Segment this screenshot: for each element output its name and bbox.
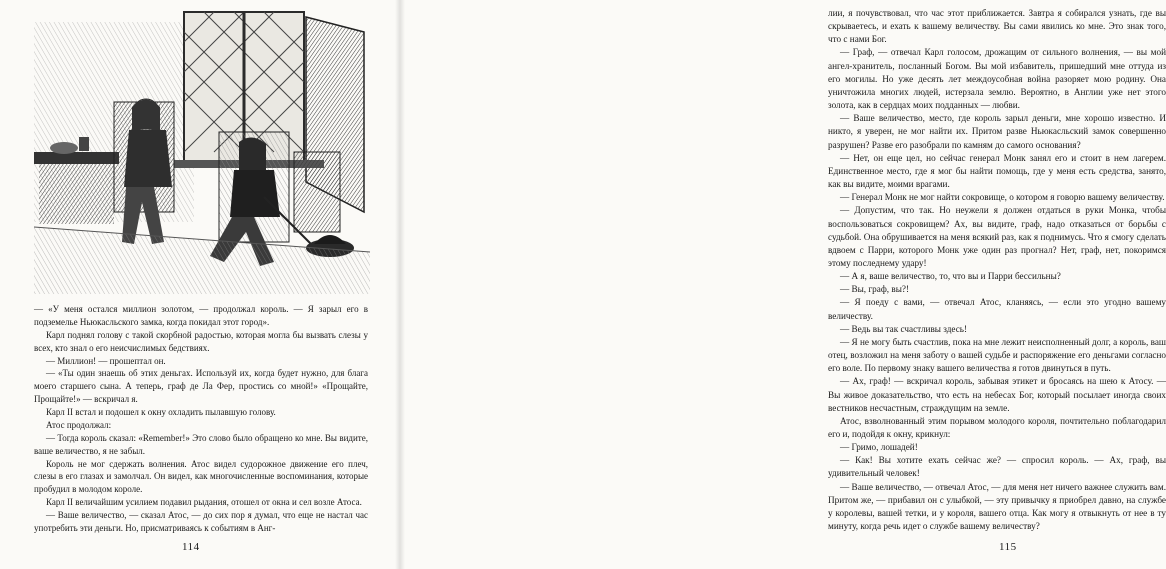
left-page [0, 0, 400, 569]
paragraph: — Миллион! — прошептал он. [46, 355, 166, 366]
paragraph: — Как! Вы хотите ехать сейчас же? — спросил король. — Ах, граф, вы удивительный человек! [828, 455, 1166, 479]
paragraph: — Граф, — отвечал Карл голосом, дрожащим от сильного волнения, — вы мой ангел-хранитель, посланный Богом. Вы мой избавитель, пришедший мне оттуда из его могилы. Но уже десять лет междоусобная война разоряет мою родину. Она уничтожила многих людей, истерзала землю. Вероятно, в Англии уже нет этого золота, как в сердцах моих подданных — любви. [828, 47, 1166, 111]
paragraph: — «У меня остался миллион золотом, — продолжал король. — Я зарыл его в подземелье Ньюкасльского замка, когда покидал этот город». [34, 304, 368, 327]
page-number-right: 115 [999, 541, 1017, 553]
paragraph: — Ах, граф! — вскричал король, забывая этикет и бросаясь на шею к Атосу. — Вы живое доказательство, что есть на небесах Бог, который посылает иногда своих вестников несчастным, страждущим на земле. [828, 376, 1166, 413]
right-page [400, 0, 1166, 569]
paragraph: Атос, взволнованный этим порывом молодого короля, почтительно поблагодарил его и, подойдя к окну, крикнул: [828, 415, 1166, 439]
paragraph-continued: лии, я почувствовал, что час этот приближается. Завтра я собирался узнать, где вы скрываетесь, и ехать к вашему величеству. Вы сами явились ко мне. Это знак того, что с нами Бог. [828, 8, 1166, 45]
paragraph: — Допустим, что так. Но неужели я должен отдаться в руки Монка, чтобы воспользоваться сокровищем? Ах, вы видите, граф, надо отказаться от борьбы с судьбой. Она обрушивается на меня всякий раз, как я поднимусь. Что я смогу сделать вдвоем с Парри, которого Монк уже один раз прогнал? Нет, граф, нет, покоримся этому последнему удару! [828, 205, 1166, 268]
paragraph: — Тогда король сказал: «Remember!» Это слово было обращено ко мне. Вы видите, ваше величество, я не забыл. [34, 432, 368, 456]
paragraph: — Ваше величество, — отвечал Атос, — для меня нет ничего важнее служить вам. Притом же, — прибавил он с улыбкой, — эту привычку я приобрел давно, на службе у королевы, вашей тетки, и у короля, вашего отца. Как могу я отвыкнуть от нее в ту минуту, когда речь идет о службе вашему величеству? [828, 481, 1166, 532]
paragraph: Карл поднял голову с такой скорбной радостью, которая могла бы вызвать слезы у всех, кто знал о его неисчислимых бедствиях. [34, 329, 368, 353]
paragraph: — «Ты один знаешь об этих деньгах. Используй их, когда будет нужно, для блага моего старшего сына. А теперь, граф де Ла Фер, простись со мной!» «Прощайте, Прощайте!» — вскричал я. [34, 368, 368, 405]
paragraph: — Ведь вы так счастливы здесь! [840, 323, 968, 334]
paragraph: Атос продолжал: [46, 419, 112, 430]
paragraph: — Вы, граф, вы?! [840, 284, 910, 295]
paragraph: — Ваше величество, место, где король зарыл деньги, мне хорошо известно. И никто, я уверен, не мог найти их. Притом разве Ньюкасльский замок совершенно разрушен? Разве его разобрали по камням до самого основания? [828, 113, 1166, 150]
paragraph: — Нет, он еще цел, но сейчас генерал Монк занял его и стоит в нем лагерем. Единственное место, где я мог бы найти помощь, где у меня есть средства, занято, как вы видите, моими врагами. [828, 152, 1166, 190]
paragraph: — Гримо, лошадей! [840, 442, 918, 453]
paragraph: — А я, ваше величество, то, что вы и Парри бессильны? [840, 271, 1061, 282]
paragraph: — Ваше величество, — сказал Атос, — до сих пор я думал, что еще не настал час употребить эти деньги. Но, присматриваясь к событиям в Анг- [34, 510, 368, 533]
paragraph: — Генерал Монк не мог найти сокровище, о котором я говорю вашему величеству. [840, 192, 1165, 203]
paragraph: Король не мог сдержать волнения. Атос видел судорожное движение его плеч, слезы в его глазах и замолчал. Он видел, как многочисленные воспоминания, которые пробудил в молодом короле. [34, 458, 368, 495]
paragraph: — Я не могу быть счастлив, пока на мне лежит неисполненный долг, а король, ваш отец, возложил на меня заботу о вашей судьбе и распоряжение его деньгами согласно его воле. По первому знаку вашего величества я готов двинуться в путь. [828, 336, 1166, 374]
paragraph: — Я поеду с вами, — отвечал Атос, кланяясь, — если это угодно вашему величеству. [828, 297, 1166, 321]
page-number-left: 114 [182, 541, 200, 553]
paragraph: Карл II величайшим усилием подавил рыдания, отошел от окна и сел возле Атоса. [46, 497, 362, 508]
paragraph: Карл II встал и подошел к окну охладить пылавшую голову. [46, 407, 276, 417]
right-page-text [828, 7, 1166, 533]
illustration-icon [34, 12, 370, 294]
left-page-text [34, 303, 368, 535]
